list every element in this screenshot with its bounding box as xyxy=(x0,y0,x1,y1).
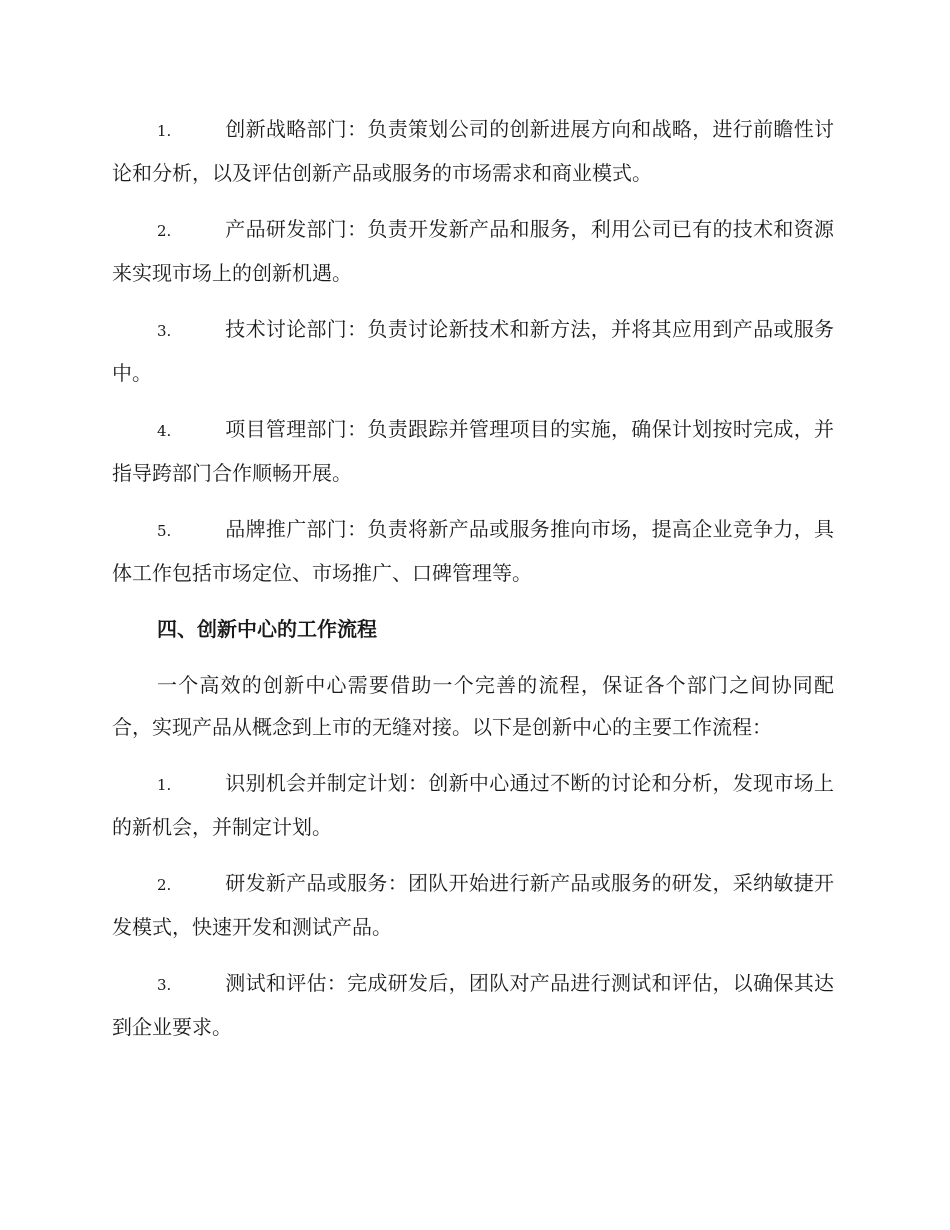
list-item xyxy=(112,762,834,848)
list-text: 项目管理部门：负责跟踪并管理项目的实施，确保计划按时完成，并指导跨部门合作顺畅开展。 xyxy=(112,417,834,485)
section-intro: 一个高效的创新中心需要借助一个完善的流程，保证各个部门之间协同配合，实现产品从概念到上市的无缝对接。以下是创新中心的主要工作流程： xyxy=(112,673,834,739)
list-number: 5. xyxy=(157,522,172,540)
document-page xyxy=(112,108,834,1048)
list-text: 品牌推广部门：负责将新产品或服务推向市场，提高企业竞争力，具体工作包括市场定位、市场推广、口碑管理等。 xyxy=(112,517,834,585)
list-text: 识别机会并制定计划：创新中心通过不断的讨论和分析，发现市场上的新机会，并制定计划。 xyxy=(112,771,834,839)
list-text: 研发新产品或服务：团队开始进行新产品或服务的研发，采纳敏捷开发模式，快速开发和测试产品。 xyxy=(112,871,834,939)
list-text: 产品研发部门：负责开发新产品和服务，利用公司已有的技术和资源来实现市场上的创新机遇。 xyxy=(112,217,834,285)
list-number: 3. xyxy=(157,322,172,340)
list-item xyxy=(112,108,834,194)
list-number: 3. xyxy=(157,976,172,994)
list-item xyxy=(112,408,834,494)
list-item xyxy=(112,308,834,394)
list-text: 创新战略部门：负责策划公司的创新进展方向和战略，进行前瞻性讨论和分析，以及评估创新产品或服务的市场需求和商业模式。 xyxy=(112,117,834,185)
list-number: 1. xyxy=(157,122,172,140)
list-item xyxy=(112,508,834,594)
list-item xyxy=(112,962,834,1048)
list-number: 1. xyxy=(157,776,172,794)
list-text: 测试和评估：完成研发后，团队对产品进行测试和评估，以确保其达到企业要求。 xyxy=(112,971,834,1039)
section-heading: 四、创新中心的工作流程 xyxy=(157,617,377,641)
list-text: 技术讨论部门：负责讨论新技术和新方法，并将其应用到产品或服务中。 xyxy=(112,317,834,385)
list-item xyxy=(112,208,834,294)
list-number: 2. xyxy=(157,876,172,894)
list-number: 4. xyxy=(157,422,172,440)
list-number: 2. xyxy=(157,222,172,240)
list-item xyxy=(112,862,834,948)
